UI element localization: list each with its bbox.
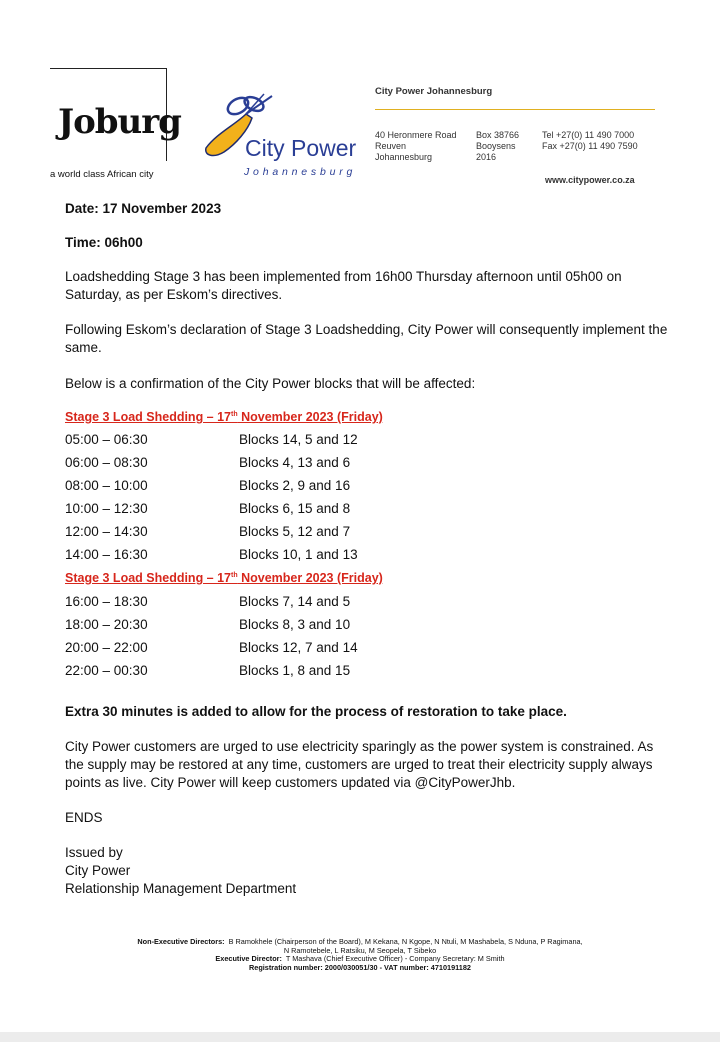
slot-blocks: Blocks 10, 1 and 13 — [239, 547, 358, 562]
address-line: Reuven — [375, 141, 407, 151]
paragraph-implementation: Loadshedding Stage 3 has been implemented from 16h00 Thursday afternoon until 05h00 on Saturday, as per Eskom’s directives. — [65, 269, 622, 302]
schedule-row — [65, 547, 665, 565]
box-line: 2016 — [476, 152, 497, 162]
schedule-row — [65, 617, 665, 635]
box-line: Box 38766 — [476, 130, 520, 140]
footer-directors — [0, 938, 720, 972]
schedule-row — [65, 594, 665, 612]
slot-time: 14:00 – 16:30 — [65, 547, 148, 562]
slot-time: 12:00 – 14:30 — [65, 524, 148, 539]
joburg-tagline: a world class African city — [50, 169, 154, 180]
issued-by-label: Issued by — [65, 845, 123, 860]
paragraph-confirmation: Below is a confirmation of the City Power blocks that will be affected: — [65, 376, 476, 391]
schedule-row — [65, 663, 665, 681]
slot-blocks: Blocks 4, 13 and 6 — [239, 455, 351, 470]
slot-blocks: Blocks 14, 5 and 12 — [239, 432, 358, 447]
issuer-block — [65, 844, 675, 898]
date-line: Date: 17 November 2023 — [65, 201, 222, 216]
schedule-row — [65, 432, 665, 450]
box-block — [476, 130, 519, 163]
contact-block — [542, 130, 638, 152]
schedule-row — [65, 455, 665, 473]
slot-time: 08:00 – 10:00 — [65, 478, 148, 493]
company-name: City Power Johannesburg — [375, 86, 493, 97]
address-line: 40 Heronmere Road — [375, 130, 457, 140]
nonexec-names-cont: N Ramotebele, L Ratsiku, M Seopela, T Sibeko — [283, 945, 437, 955]
slot-time: 05:00 – 06:30 — [65, 432, 148, 447]
registration-line: Registration number: 2000/030051/30 - VAT number: 4710191182 — [249, 962, 471, 972]
contact-fax: Fax +27(0) 11 490 7590 — [542, 141, 638, 151]
slot-time: 18:00 – 20:30 — [65, 617, 148, 632]
restoration-note: Extra 30 minutes is added to allow for the process of restoration to take place. — [65, 704, 567, 719]
slot-time: 22:00 – 00:30 — [65, 663, 148, 678]
exec-names: T Mashava (Chief Executive Officer) - Company Secretary: M Smith — [285, 954, 505, 964]
time-line: Time: 06h00 — [65, 235, 143, 250]
slot-time: 06:00 – 08:30 — [65, 455, 148, 470]
slot-blocks: Blocks 6, 15 and 8 — [239, 501, 351, 516]
slot-time: 10:00 – 12:30 — [65, 501, 148, 516]
slot-blocks: Blocks 7, 14 and 5 — [239, 594, 351, 609]
schedule-row — [65, 478, 665, 496]
citypower-logo-city: Johannesburg — [244, 166, 357, 178]
schedule-row — [65, 640, 665, 658]
paragraph-declaration: Following Eskom’s declaration of Stage 3 Loadshedding, City Power will consequently implement the same. — [65, 322, 668, 355]
box-line: Booysens — [476, 141, 516, 151]
schedule-heading-1: Stage 3 Load Shedding – 17th November 2023 (Friday) — [65, 410, 383, 424]
slot-blocks: Blocks 5, 12 and 7 — [239, 524, 351, 539]
nonexec-names: B Ramokhele (Chairperson of the Board), M Kekana, N Kgope, N Ntuli, M Mashabela, S Nduna, P Ragimana, — [228, 937, 583, 946]
slot-blocks: Blocks 8, 3 and 10 — [239, 617, 351, 632]
exec-label: Executive Director: — [215, 954, 282, 964]
issuer-department: Relationship Management Department — [65, 881, 297, 896]
slot-time: 20:00 – 22:00 — [65, 640, 148, 655]
slot-blocks: Blocks 2, 9 and 16 — [239, 478, 351, 493]
schedule-row — [65, 501, 665, 519]
schedule-heading-2: Stage 3 Load Shedding – 17th November 2023 (Friday) — [65, 571, 383, 585]
slot-blocks: Blocks 1, 8 and 15 — [239, 663, 351, 678]
contact-tel: Tel +27(0) 11 490 7000 — [542, 130, 635, 140]
ends-label: ENDS — [65, 810, 103, 825]
header-divider — [375, 109, 655, 110]
address-line: Johannesburg — [375, 152, 433, 162]
website-link[interactable]: www.citypower.co.za — [545, 175, 635, 185]
issuer-name: City Power — [65, 863, 131, 878]
slot-blocks: Blocks 12, 7 and 14 — [239, 640, 358, 655]
address-block — [375, 130, 457, 163]
schedule-row — [65, 524, 665, 542]
joburg-logo: Joburg — [58, 102, 181, 142]
nonexec-label: Non-Executive Directors: — [137, 937, 225, 946]
slot-time: 16:00 – 18:30 — [65, 594, 148, 609]
citypower-logo-name: City Power — [245, 135, 357, 161]
page-bottom-edge — [0, 1032, 720, 1042]
paragraph-customers: City Power customers are urged to use electricity sparingly as the power system is constrained. As the supply may be restored at any time, customers are urged to treat their electricity supply always points as live. City Power will keep customers updated via @CityPowerJhb. — [65, 739, 654, 790]
